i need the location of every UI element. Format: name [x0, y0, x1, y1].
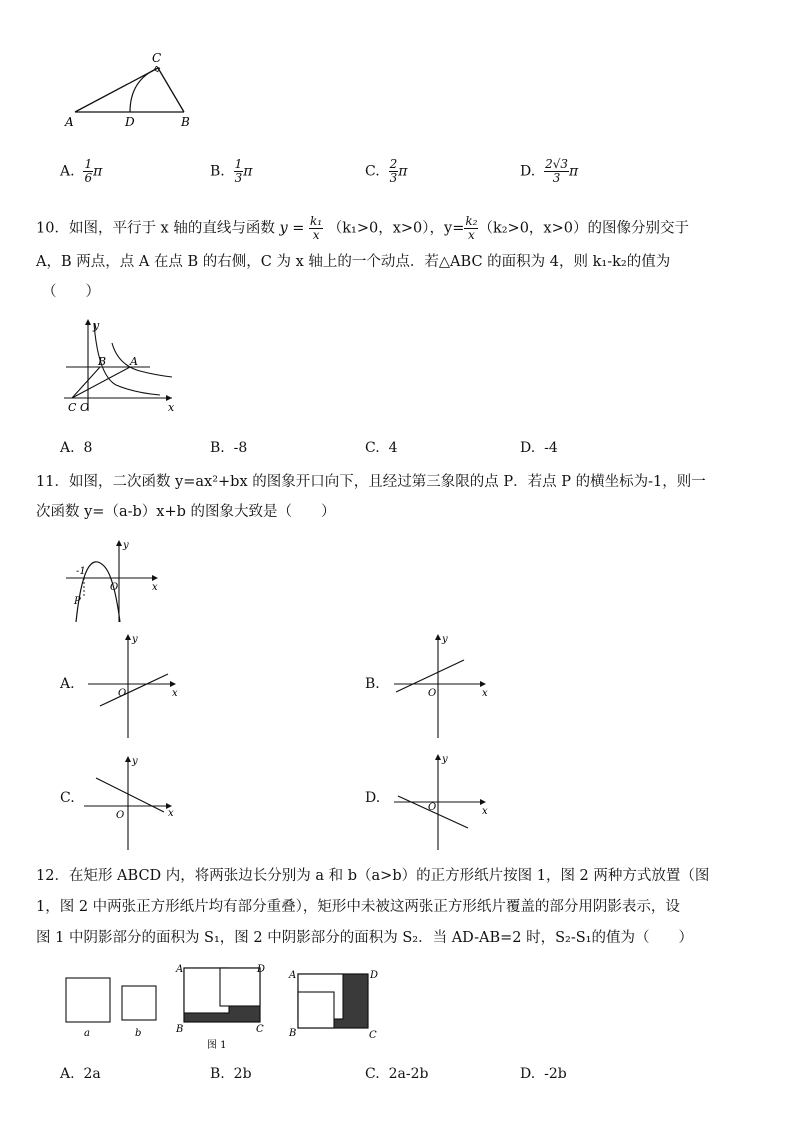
q10-option-d[interactable]: D. -4	[520, 440, 558, 456]
svg-text:B: B	[98, 355, 107, 368]
svg-text:B: B	[289, 1028, 297, 1039]
q11-parabola-figure	[64, 536, 164, 626]
svg-text:B: B	[176, 1024, 184, 1035]
q12-option-b[interactable]: B. 2b	[210, 1066, 252, 1082]
svg-text:A: A	[130, 355, 138, 368]
svg-text:y: y	[132, 634, 138, 645]
q12-option-d[interactable]: D. -2b	[520, 1066, 567, 1082]
q10-option-b[interactable]: B. -8	[210, 440, 248, 456]
q11-option-a-graph[interactable]	[86, 630, 186, 740]
svg-text:x: x	[482, 688, 488, 699]
svg-text:O: O	[80, 401, 90, 414]
svg-text:y: y	[442, 754, 448, 765]
svg-text:A: A	[289, 970, 297, 981]
q11-option-d[interactable]: D.	[365, 790, 381, 806]
svg-text:O: O	[118, 688, 127, 699]
svg-text:x: x	[152, 582, 158, 593]
svg-text:A: A	[176, 964, 184, 975]
svg-text:O: O	[428, 802, 437, 813]
q9-triangle-figure	[60, 48, 200, 130]
svg-text:x: x	[482, 806, 488, 817]
svg-text:y: y	[132, 756, 138, 767]
svg-text:B: B	[181, 115, 190, 129]
svg-text:b: b	[135, 1028, 142, 1039]
q9-option-b[interactable]: B. $\frac{1}{3}$ π	[210, 157, 253, 185]
svg-text:C: C	[68, 401, 77, 414]
q12-stem-line1: 12．在矩形 ABCD 内，将两张边长分别为 a 和 b（a>b）的正方形纸片按图 1，图 2 两种方式放置（图	[36, 868, 710, 884]
svg-text:a: a	[84, 1028, 90, 1039]
svg-text:x: x	[172, 688, 178, 699]
svg-text:D: D	[125, 115, 135, 129]
q12-squares-figure	[60, 960, 390, 1055]
svg-text:O: O	[116, 810, 125, 821]
svg-text:-1: -1	[76, 566, 86, 577]
svg-text:C: C	[256, 1024, 264, 1035]
q11-stem-line2: 次函数 y=（a-b）x+b 的图象大致是（ ）	[36, 504, 336, 520]
svg-text:C: C	[152, 51, 162, 65]
svg-text:C: C	[369, 1030, 377, 1041]
svg-text:x: x	[168, 808, 174, 819]
q11-option-a[interactable]: A.	[60, 676, 75, 692]
q9-option-c[interactable]: C. $\frac{2}{3}$ π	[365, 157, 408, 185]
q11-stem-line1: 11．如图，二次函数 y=ax²+bx 的图象开口向下，且经过第三象限的点 P．若点 P 的横坐标为-1，则一	[36, 474, 706, 490]
svg-text:D: D	[370, 970, 379, 981]
svg-text:P: P	[74, 596, 81, 607]
svg-text:y: y	[442, 634, 448, 645]
q11-option-b[interactable]: B.	[365, 676, 380, 692]
q9-option-d[interactable]: D. $\frac{2√3}{3}$ π	[520, 157, 579, 185]
q12-option-a[interactable]: A. 2a	[60, 1066, 101, 1082]
svg-text:O: O	[428, 688, 437, 699]
q11-option-c[interactable]: C.	[60, 790, 75, 806]
svg-text:y: y	[123, 540, 129, 551]
svg-text:D: D	[257, 964, 266, 975]
q11-option-c-graph[interactable]	[82, 752, 182, 852]
svg-text:A: A	[65, 115, 74, 129]
q11-option-b-graph[interactable]	[392, 630, 492, 740]
q10-option-c[interactable]: C. 4	[365, 440, 398, 456]
q10-stem-line3: （ ）	[42, 284, 100, 300]
q12-option-c[interactable]: C. 2a-2b	[365, 1066, 429, 1082]
q11-option-d-graph[interactable]	[392, 752, 492, 852]
q12-stem-line3: 图 1 中阴影部分的面积为 S₁，图 2 中阴影部分的面积为 S₂．当 AD-AB=2 时，S₂-S₁的值为（ ）	[36, 930, 693, 946]
svg-text:O: O	[110, 582, 119, 593]
q12-stem-line2: 1，图 2 中两张正方形纸片均有部分重叠），矩形中未被这两张正方形纸片覆盖的部分用阴影表示，设	[36, 899, 680, 915]
q10-hyperbola-figure	[60, 315, 180, 415]
svg-text:图 1: 图 1	[207, 1040, 227, 1051]
q9-option-a[interactable]: A. $\frac{1}{6}$ π	[60, 157, 103, 185]
q10-stem-line2: A，B 两点，点 A 在点 B 的右侧，C 为 x 轴上的一个动点．若△ABC 的面积为 4，则 k₁-k₂的值为	[36, 254, 671, 270]
svg-text:x: x	[168, 401, 175, 414]
q10-option-a[interactable]: A. 8	[60, 440, 93, 456]
svg-text:y: y	[93, 319, 100, 332]
q10-stem-line1: 10．如图，平行于 x 轴的直线与函数 y = $\frac{\text{k₁}}{x}$ （k₁>0，x>0），y= $\frac{\text{k₂}}{x}$ （k₂>0，x>0）的图像分别交于	[36, 214, 689, 242]
